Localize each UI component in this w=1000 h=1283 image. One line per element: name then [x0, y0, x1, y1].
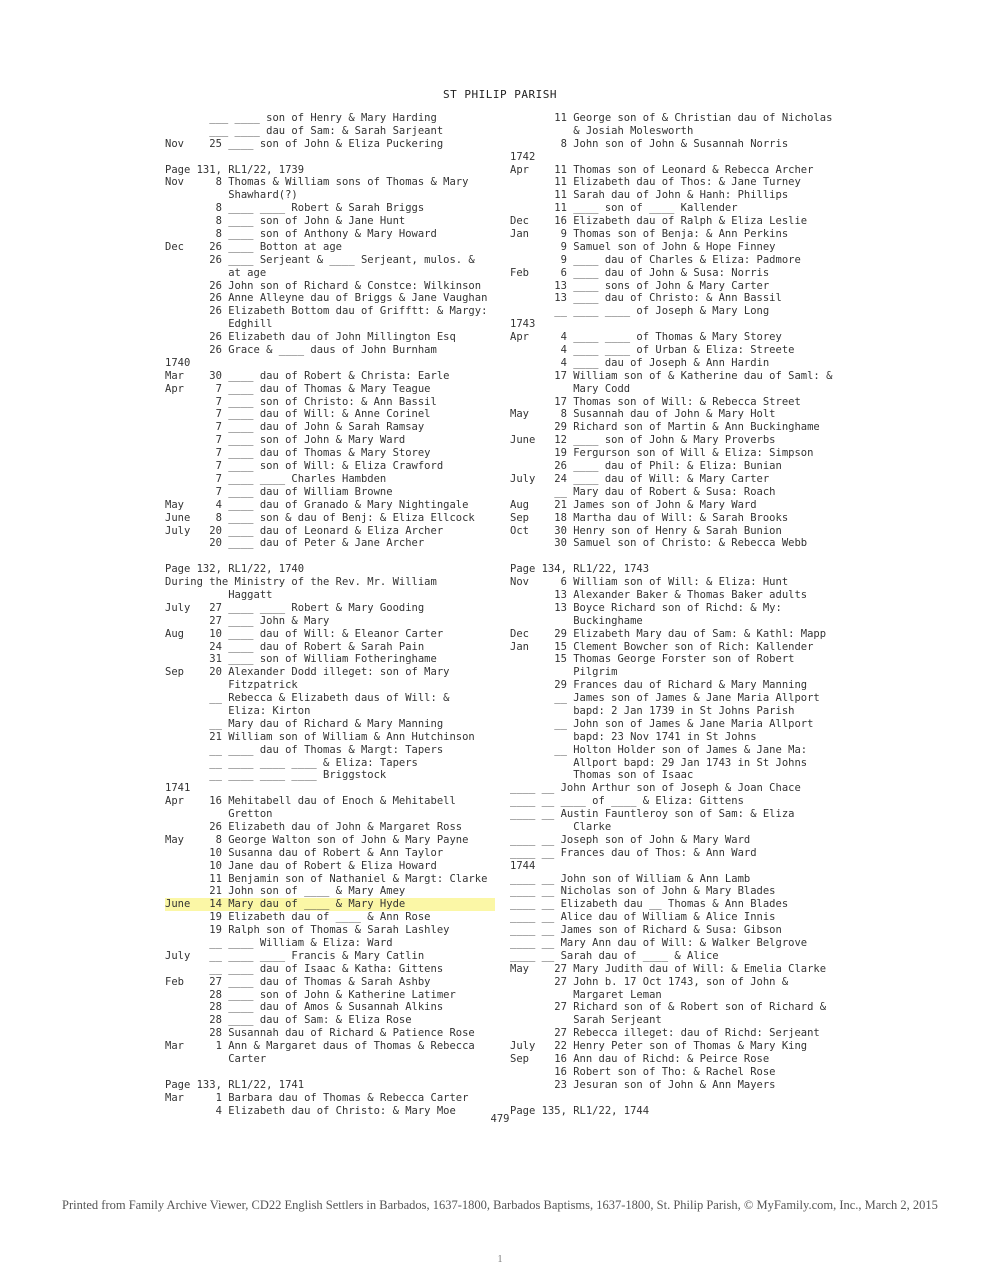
register-line: ____ __ Alice dau of William & Alice Innis — [510, 911, 776, 924]
register-line: Mary Codd — [510, 382, 631, 395]
register-line: Clarke — [510, 820, 612, 833]
register-line: Jan 15 Clement Bowcher son of Rich: Kallender — [510, 640, 814, 653]
register-line: 19 Elizabeth dau of ____ & Ann Rose — [165, 911, 431, 924]
register-line: 26 Grace & ____ daus of John Burnham — [165, 344, 437, 357]
page-number: 479 — [490, 1113, 510, 1125]
register-line: ____ __ Nicholas son of John & Mary Blades — [510, 885, 776, 898]
register-line: Pilgrim — [510, 666, 618, 679]
register-line: 11 ____ son of ____ Kallender — [510, 202, 738, 215]
register-line: 23 Jesuran son of John & Ann Mayers — [510, 1078, 776, 1091]
register-line: Mar 1 Ann & Margaret daus of Thomas & Rebecca — [165, 1040, 475, 1053]
register-line: 7 ____ ____ Charles Hambden — [165, 472, 387, 485]
register-line: 8 ____ ____ Robert & Sarah Briggs — [165, 202, 425, 215]
register-line: 8 ____ son of John & Jane Hunt — [165, 215, 406, 228]
register-line: 30 Samuel son of Christo: & Rebecca Webb — [510, 537, 808, 550]
register-line: ____ __ Mary Ann dau of Will: & Walker Belgrove — [510, 937, 808, 949]
register-line: 19 Ralph son of Thomas & Sarah Lashley — [165, 924, 450, 937]
register-line: __ ____ ____ of Joseph & Mary Long — [510, 305, 770, 318]
register-line: Sep 18 Martha dau of Will: & Sarah Brooks — [510, 511, 789, 524]
register-line: 17 Thomas son of Will: & Rebecca Street — [510, 395, 801, 408]
register-line: 13 Alexander Baker & Thomas Baker adults — [510, 588, 808, 601]
register-line: 27 Rebecca illeget: dau of Richd: Serjeant — [510, 1027, 820, 1040]
register-line: Jan 9 Thomas son of Benja: & Ann Perkins — [510, 228, 789, 241]
left-column — [165, 112, 495, 1117]
register-line: 11 Benjamin son of Nathaniel & Margt: Clarke — [165, 872, 488, 885]
register-line: 28 ____ dau of Amos & Susannah Alkins — [165, 1001, 444, 1014]
register-line: 11 Sarah dau of John & Hanh: Phillips — [510, 189, 789, 202]
register-line: Aug 10 ____ dau of Will: & Eleanor Carter — [165, 627, 444, 640]
register-line: ____ __ Elizabeth dau __ Thomas & Ann Blades — [510, 898, 789, 911]
register-line: Apr 4 ____ ____ of Thomas & Mary Storey — [510, 331, 782, 344]
register-line: 13 Boyce Richard son of Richd: & My: — [510, 601, 782, 614]
register-line: ____ __ Frances dau of Thos: & Ann Ward — [510, 846, 757, 859]
register-line: May 8 George Walton son of John & Mary Payne — [165, 833, 469, 846]
register-line: 7 ____ son of Christo: & Ann Bassil — [165, 395, 437, 408]
register-line: Buckinghame — [510, 614, 643, 627]
register-line: May 8 Susannah dau of John & Mary Holt — [510, 408, 776, 421]
register-line: During the Ministry of the Rev. Mr. William — [165, 576, 437, 589]
register-line: 4 Elizabeth dau of Christo: & Mary Moe — [165, 1104, 456, 1117]
register-line: ____ __ Sarah dau of ____ & Alice — [510, 949, 719, 962]
register-line: Page 133, RL1/22, 1741 — [165, 1078, 305, 1091]
register-line: __ Mary dau of Robert & Susa: Roach — [510, 485, 776, 498]
register-line: 10 Susanna dau of Robert & Ann Taylor — [165, 846, 444, 859]
register-line: 8 ____ son of Anthony & Mary Howard — [165, 228, 437, 241]
register-line: 21 William son of William & Ann Hutchinson — [165, 730, 475, 743]
register-line: 26 Anne Alleyne dau of Briggs & Jane Vaughan — [165, 292, 488, 305]
register-line: Edghill — [165, 318, 273, 331]
register-line: 26 Elizabeth dau of John Millington Esq — [165, 331, 456, 344]
register-line: 19 Fergurson son of Will & Eliza: Simpson — [510, 447, 814, 460]
register-line: 7 ____ dau of William Browne — [165, 485, 393, 498]
register-line: Mar 30 ____ dau of Robert & Christa: Earle — [165, 369, 450, 382]
register-line: July 27 ____ ____ Robert & Mary Gooding — [165, 601, 425, 614]
register-line: May 4 ____ dau of Granado & Mary Nightingale — [165, 498, 469, 511]
register-line: 29 Richard son of Martin & Ann Buckinghame — [510, 421, 820, 434]
register-line: 4 ____ ____ of Urban & Eliza: Streete — [510, 344, 795, 357]
register-line: Carter — [165, 1053, 267, 1066]
register-line: 7 ____ dau of Thomas & Mary Storey — [165, 447, 431, 460]
register-line: ____ __ ____ of ____ & Eliza: Gittens — [510, 795, 744, 808]
register-line: July 20 ____ dau of Leonard & Eliza Archer — [165, 524, 444, 537]
right-column — [510, 112, 835, 1117]
register-line: 31 ____ son of William Fotheringhame — [165, 653, 437, 666]
register-line: __ Mary dau of Richard & Mary Manning — [165, 717, 444, 730]
register-line: Gretton — [165, 808, 273, 821]
register-line: May 27 Mary Judith dau of Will: & Emelia Clarke — [510, 962, 827, 975]
register-line: ____ __ James son of Richard & Susa: Gibson — [510, 924, 782, 937]
register-line: 4 ____ dau of Joseph & Ann Hardin — [510, 356, 770, 369]
register-line: 26 Elizabeth dau of John & Margaret Ross — [165, 820, 463, 833]
register-line: Sep 20 Alexander Dodd illeget: son of Mary — [165, 666, 450, 679]
register-line: Nov 8 Thomas & William sons of Thomas & Mary — [165, 176, 469, 189]
register-line — [165, 550, 495, 563]
register-line: at age — [165, 266, 267, 279]
print-footer: Printed from Family Archive Viewer, CD22 English Settlers in Barbados, 1637-1800, Barbados Baptisms, 1637-1800, St. Philip Parish, © MyFamily.com, Inc., March 2, 2015 — [62, 1198, 938, 1212]
register-line: __ ____ dau of Thomas & Margt: Tapers — [165, 743, 444, 756]
register-line: 20 ____ dau of Peter & Jane Archer — [165, 537, 425, 550]
register-line: Dec 26 ____ Botton at age — [165, 240, 343, 253]
register-line: Page 132, RL1/22, 1740 — [165, 563, 305, 576]
register-line: 11 George son of & Christian dau of Nicholas — [510, 112, 833, 124]
register-line: 11 Elizabeth dau of Thos: & Jane Turney — [510, 176, 801, 189]
register-line: July __ ____ ____ Francis & Mary Catlin — [165, 949, 425, 962]
register-line: 21 John son of ____ & Mary Amey — [165, 885, 406, 898]
register-line: 26 ____ Serjeant & ____ Serjeant, mulos. & — [165, 253, 475, 266]
register-line: 7 ____ son of John & Mary Ward — [165, 434, 406, 447]
register-line: 13 ____ sons of John & Mary Carter — [510, 279, 770, 292]
register-line: Aug 21 James son of John & Mary Ward — [510, 498, 757, 511]
register-line: 1742 — [510, 150, 536, 163]
register-line: 26 ____ dau of Phil: & Eliza: Bunian — [510, 460, 782, 473]
register-line: Mar 1 Barbara dau of Thomas & Rebecca Carter — [165, 1091, 469, 1104]
register-line: Allport bapd: 29 Jan 1743 in St Johns — [510, 756, 808, 769]
register-line: 7 ____ dau of John & Sarah Ramsay — [165, 421, 425, 434]
register-line: Eliza: Kirton — [165, 704, 311, 717]
register-line: __ ____ ____ ____ & Eliza: Tapers — [165, 756, 418, 769]
register-line: 7 ____ son of Will: & Eliza Crawford — [165, 460, 444, 473]
register-line: __ John son of James & Jane Maria Allport — [510, 717, 814, 730]
register-line: June 14 Mary dau of ____ & Mary Hyde — [165, 898, 495, 911]
register-line: 10 Jane dau of Robert & Eliza Howard — [165, 859, 437, 872]
register-line: bapd: 23 Nov 1741 in St Johns — [510, 730, 757, 743]
register-line: & Josiah Molesworth — [510, 124, 694, 137]
register-line: 15 Thomas George Forster son of Robert — [510, 653, 795, 666]
register-line: __ ____ ____ ____ Briggstock — [165, 769, 387, 782]
register-line: 28 ____ dau of Sam: & Eliza Rose — [165, 1014, 412, 1027]
register-line: ___ ____ dau of Sam: & Sarah Sarjeant — [165, 124, 444, 137]
register-line: ____ __ Joseph son of John & Mary Ward — [510, 833, 751, 846]
register-line: 24 ____ dau of Robert & Sarah Pain — [165, 640, 425, 653]
register-line: ____ __ John son of William & Ann Lamb — [510, 872, 751, 885]
register-line: Dec 29 Elizabeth Mary dau of Sam: & Kathl: Mapp — [510, 627, 827, 640]
register-line: 26 Elizabeth Bottom dau of Grifftt: & Margy: — [165, 305, 488, 318]
register-line — [165, 1066, 495, 1079]
register-line: __ ____ dau of Isaac & Katha: Gittens — [165, 962, 444, 975]
register-line — [510, 1092, 835, 1105]
register-line: bapd: 2 Jan 1739 in St Johns Parish — [510, 704, 795, 717]
register-line: 8 John son of John & Susannah Norris — [510, 137, 789, 150]
register-line: 29 Frances dau of Richard & Mary Manning — [510, 679, 808, 692]
register-line: June 12 ____ son of John & Mary Proverbs — [510, 434, 776, 447]
register-line: Shawhard(?) — [165, 189, 298, 202]
register-line: 28 ____ son of John & Katherine Latimer — [165, 988, 456, 1001]
register-line — [165, 151, 495, 164]
register-line: __ James son of James & Jane Maria Allport — [510, 692, 820, 705]
register-line: 9 ____ dau of Charles & Eliza: Padmore — [510, 253, 801, 266]
register-line: June 8 ____ son & dau of Benj: & Eliza Ellcock — [165, 511, 475, 524]
register-line: ____ __ John Arthur son of Joseph & Joan Chace — [510, 782, 801, 795]
register-line: Apr 16 Mehitabell dau of Enoch & Mehitabell — [165, 795, 456, 808]
register-line: Page 135, RL1/22, 1744 — [510, 1104, 650, 1117]
bottom-page-mark: 1 — [497, 1254, 503, 1265]
page-title: ST PHILIP PARISH — [443, 88, 557, 101]
register-line: 27 ____ John & Mary — [165, 614, 330, 627]
register-line: __ Rebecca & Elizabeth daus of Will: & — [165, 692, 450, 705]
register-line: 1740 — [165, 356, 191, 369]
register-line: July 24 ____ dau of Will: & Mary Carter — [510, 472, 770, 485]
register-line: Feb 27 ____ dau of Thomas & Sarah Ashby — [165, 975, 431, 988]
register-line: Haggatt — [165, 588, 273, 601]
register-line: Fitzpatrick — [165, 679, 298, 692]
register-line: 27 Richard son of & Robert son of Richard & — [510, 1001, 827, 1014]
register-line: __ ____ William & Eliza: Ward — [165, 937, 393, 949]
register-line: Oct 30 Henry son of Henry & Sarah Bunion — [510, 524, 782, 537]
register-line: __ Holton Holder son of James & Jane Ma: — [510, 743, 808, 756]
register-line: Dec 16 Elizabeth dau of Ralph & Eliza Leslie — [510, 215, 808, 228]
register-line: 27 John b. 17 Oct 1743, son of John & — [510, 975, 789, 988]
register-line: ____ __ Austin Fauntleroy son of Sam: & Eliza — [510, 808, 795, 821]
register-line — [510, 550, 835, 563]
register-line: 17 William son of & Katherine dau of Saml: & — [510, 369, 833, 382]
register-line: July 22 Henry Peter son of Thomas & Mary King — [510, 1040, 808, 1053]
register-line: Nov 25 ____ son of John & Eliza Puckering — [165, 137, 444, 150]
register-line: 28 Susannah dau of Richard & Patience Rose — [165, 1027, 475, 1040]
register-line: 1741 — [165, 782, 191, 795]
register-line: 1744 — [510, 859, 536, 872]
register-line: Page 131, RL1/22, 1739 — [165, 163, 305, 176]
register-line: Sarah Serjeant — [510, 1014, 662, 1027]
register-line: 26 John son of Richard & Constce: Wilkinson — [165, 279, 482, 292]
register-line: 7 ____ dau of Will: & Anne Corinel — [165, 408, 431, 421]
register-line: Margaret Leman — [510, 988, 662, 1001]
register-line: Feb 6 ____ dau of John & Susa: Norris — [510, 266, 770, 279]
register-line: Apr 11 Thomas son of Leonard & Rebecca Archer — [510, 163, 814, 176]
register-line: ___ ____ son of Henry & Mary Harding — [165, 112, 437, 124]
register-line: Nov 6 William son of Will: & Eliza: Hunt — [510, 576, 789, 589]
register-line: Sep 16 Ann dau of Richd: & Peirce Rose — [510, 1053, 770, 1066]
register-line: Apr 7 ____ dau of Thomas & Mary Teague — [165, 382, 431, 395]
register-line: 16 Robert son of Tho: & Rachel Rose — [510, 1065, 776, 1078]
register-line: 9 Samuel son of John & Hope Finney — [510, 240, 776, 253]
register-line: 13 ____ dau of Christo: & Ann Bassil — [510, 292, 782, 305]
register-line: Thomas son of Isaac — [510, 769, 694, 782]
register-line: 1743 — [510, 318, 536, 331]
register-line: Page 134, RL1/22, 1743 — [510, 563, 650, 576]
